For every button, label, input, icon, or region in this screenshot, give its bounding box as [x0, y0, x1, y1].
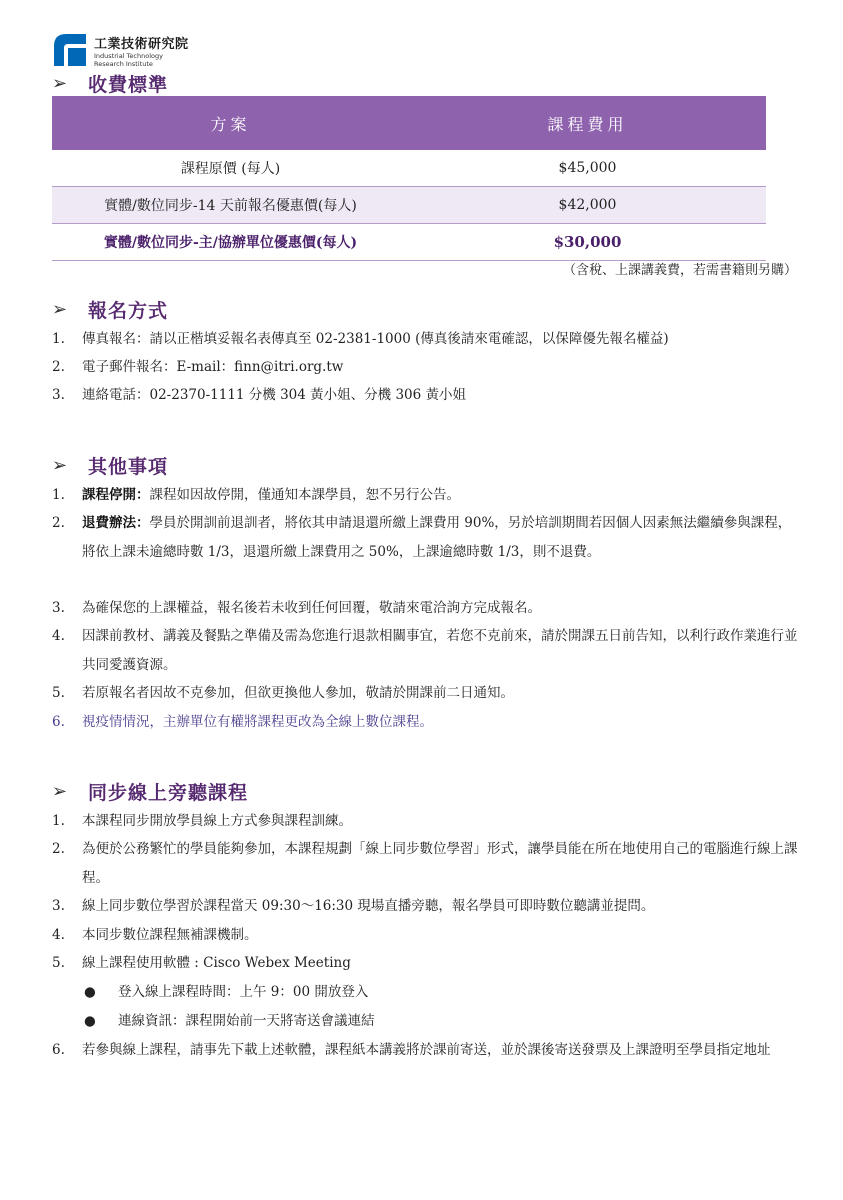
- list-item: 3. 連絡電話：02-2370-1111 分機 304 黃小姐、分機 306 黃小姐: [52, 387, 467, 403]
- bullet-dot-icon: ●: [84, 984, 96, 1000]
- list-item: 5. 線上課程使用軟體 : Cisco Webex Meeting: [52, 955, 351, 971]
- bullet-dot-icon: ●: [84, 1013, 96, 1029]
- table-row: [52, 224, 766, 261]
- list-item: 4. 因課前教材、講義及餐點之準備及需為您進行退款相關事宜，若您不克前來，請於開課五日前告知，以利行政作業進行並共同愛護資源。: [52, 628, 798, 673]
- fee-table: [52, 96, 766, 261]
- list-item: 6. 若參與線上課程，請事先下載上述軟體，課程紙本講義將於課前寄送，並於課後寄送發票及上課證明至學員指定地址: [52, 1042, 771, 1058]
- plan-cell: 實體/數位同步-主/協辦單位優惠價(每人): [52, 224, 409, 261]
- plan-cell: 課程原價 (每人): [52, 150, 409, 187]
- bullet-item: ● 連線資訊：課程開始前一天將寄送會議連結: [84, 1007, 375, 1035]
- fee-cell: $30,000: [409, 224, 766, 261]
- fee-cell: $45,000: [409, 150, 766, 187]
- list-item: 5. 若原報名者因故不克參加，但欲更換他人參加，敬請於開課前二日通知。: [52, 685, 514, 701]
- arrow-bullet-icon: ➢: [52, 299, 68, 320]
- arrow-bullet-icon: ➢: [52, 73, 68, 94]
- online-heading: [52, 778, 248, 805]
- plan-cell: 實體/數位同步-14 天前報名優惠價(每人): [52, 187, 409, 224]
- itri-logo-mark: [52, 32, 88, 68]
- arrow-bullet-icon: ➢: [52, 781, 68, 802]
- fee-note: （含稅、上課講義費，若需書籍則另購）: [562, 263, 797, 278]
- list-item: 4. 本同步數位課程無補課機制。: [52, 927, 258, 943]
- others-title: 其他事項: [88, 456, 169, 478]
- fees-heading: [52, 70, 168, 97]
- signup-title: 報名方式: [88, 300, 169, 322]
- arrow-bullet-icon: ➢: [52, 455, 68, 476]
- list-item: 2. 電子郵件報名：E-mail：finn@itri.org.tw: [52, 359, 344, 375]
- list-item: 1. 課程停開：課程如因故停開，僅通知本課學員，恕不另行公告。: [52, 487, 460, 503]
- online-title: 同步線上旁聽課程: [88, 782, 249, 804]
- itri-logo: [52, 32, 189, 68]
- list-item: 2. 退費辦法：學員於開訓前退訓者，將依其申請退還所繳上課費用 90%，另於培訓期間若因個人因素無法繼續參與課程，將依上課未逾總時數 1/3，退還所繳上課費用之 50%，上課逾總時數 1/3，則不退費。: [52, 515, 792, 560]
- fee-cell: $42,000: [409, 187, 766, 224]
- col-plan-header: 方案: [52, 96, 409, 150]
- list-item: 3. 為確保您的上課權益，報名後若未收到任何回覆，敬請來電洽詢方完成報名。: [52, 600, 541, 616]
- signup-heading: [52, 296, 168, 323]
- table-row: [52, 150, 766, 187]
- list-item: 3. 線上同步數位學習於課程當天 09:30～16:30 現場直播旁聽，報名學員可即時數位聽講並提問。: [52, 898, 655, 914]
- fees-title: 收費標準: [88, 74, 169, 96]
- list-item: 6. 視疫情情況，主辦單位有權將課程更改為全線上數位課程。: [52, 714, 433, 730]
- list-item: 1. 本課程同步開放學員線上方式參與課程訓練。: [52, 813, 352, 829]
- list-item: 1. 傳真報名：請以正楷填妥報名表傳真至 02-2381-1000 (傳真後請來電確認，以保障優先報名權益): [52, 331, 669, 347]
- org-name-en-2: Research Institute: [94, 59, 153, 68]
- list-item: 2. 為便於公務繁忙的學員能夠參加，本課程規劃「線上同步數位學習」形式，讓學員能在所在地使用自己的電腦進行線上課程。: [52, 841, 798, 886]
- bullet-item: ● 登入線上課程時間：上午 9：00 開放登入: [84, 978, 368, 1006]
- org-name-en-1: Industrial Technology: [94, 51, 163, 60]
- org-name-cn: 工業技術研究院: [94, 36, 189, 52]
- others-heading: [52, 452, 168, 479]
- table-row: [52, 187, 766, 224]
- col-fee-header: 課程費用: [409, 96, 766, 150]
